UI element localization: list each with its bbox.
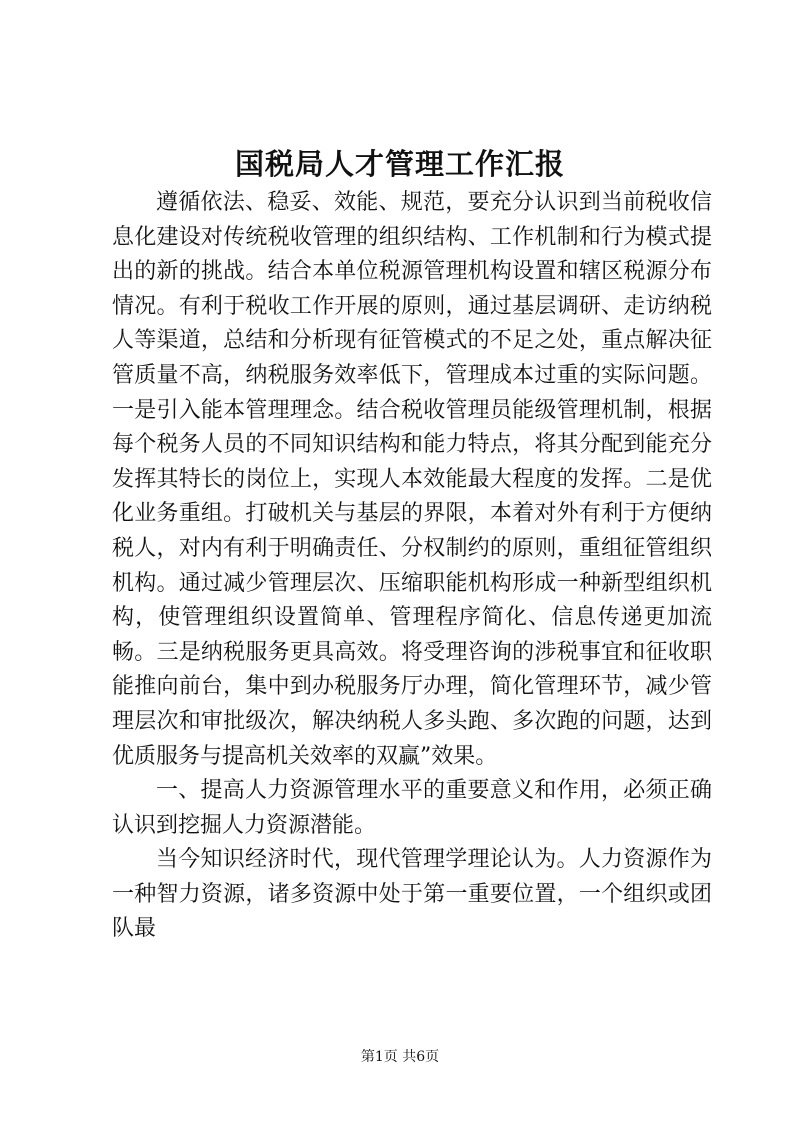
document-title: 国税局人才管理工作汇报	[234, 147, 565, 181]
page-footer: 第1页 共6页	[360, 1049, 440, 1065]
paragraph: 遵循依法、稳妥、效能、规范，要充分认识到当前税收信息化建设对传统税收管理的组织结构、工作机制和行为模式提出的新的挑战。结合本单位税源管理机构设置和辖区税源分布情况。有利于税收工作开展的原则，通过基层调研、走访纳税人等渠道，总结和分析现有征管模式的不足之处，重点解决征管质量不高，纳税服务效率低下，管理成本过重的实际问题。一是引入能本管理理念。结合税收管理员能级管理机制，根据每个税务人员的不同知识结构和能力特点，将其分配到能充分发挥其特长的岗位上，实现人本效能最大程度的发挥。二是优化业务重组。打破机关与基层的界限，本着对外有利于方便纳税人，对内有利于明确责任、分权制约的原则，重组征管组织机构。通过减少管理层次、压缩职能机构形成一种新型组织机构，使管理组织设置简单、管理程序简化、信息传递更加流畅。三是纳税服务更具高效。将受理咨询的涉税事宜和征收职能推向前台，集中到办税服务厅办理，简化管理环节，减少管理层次和审批级次，解决纳税人多头跑、多次跑的问题，达到优质服务与提高机关效率的双赢”效果。	[112, 190, 712, 769]
document-body	[112, 186, 712, 947]
paragraph: 当今知识经济时代，现代管理学理论认为。人力资源作为一种智力资源，诸多资源中处于第一重要位置，一个组织或团队最	[112, 847, 712, 942]
paragraph: 一、提高人力资源管理水平的重要意义和作用，必须正确认识到挖掘人力资源潜能。	[112, 778, 712, 838]
